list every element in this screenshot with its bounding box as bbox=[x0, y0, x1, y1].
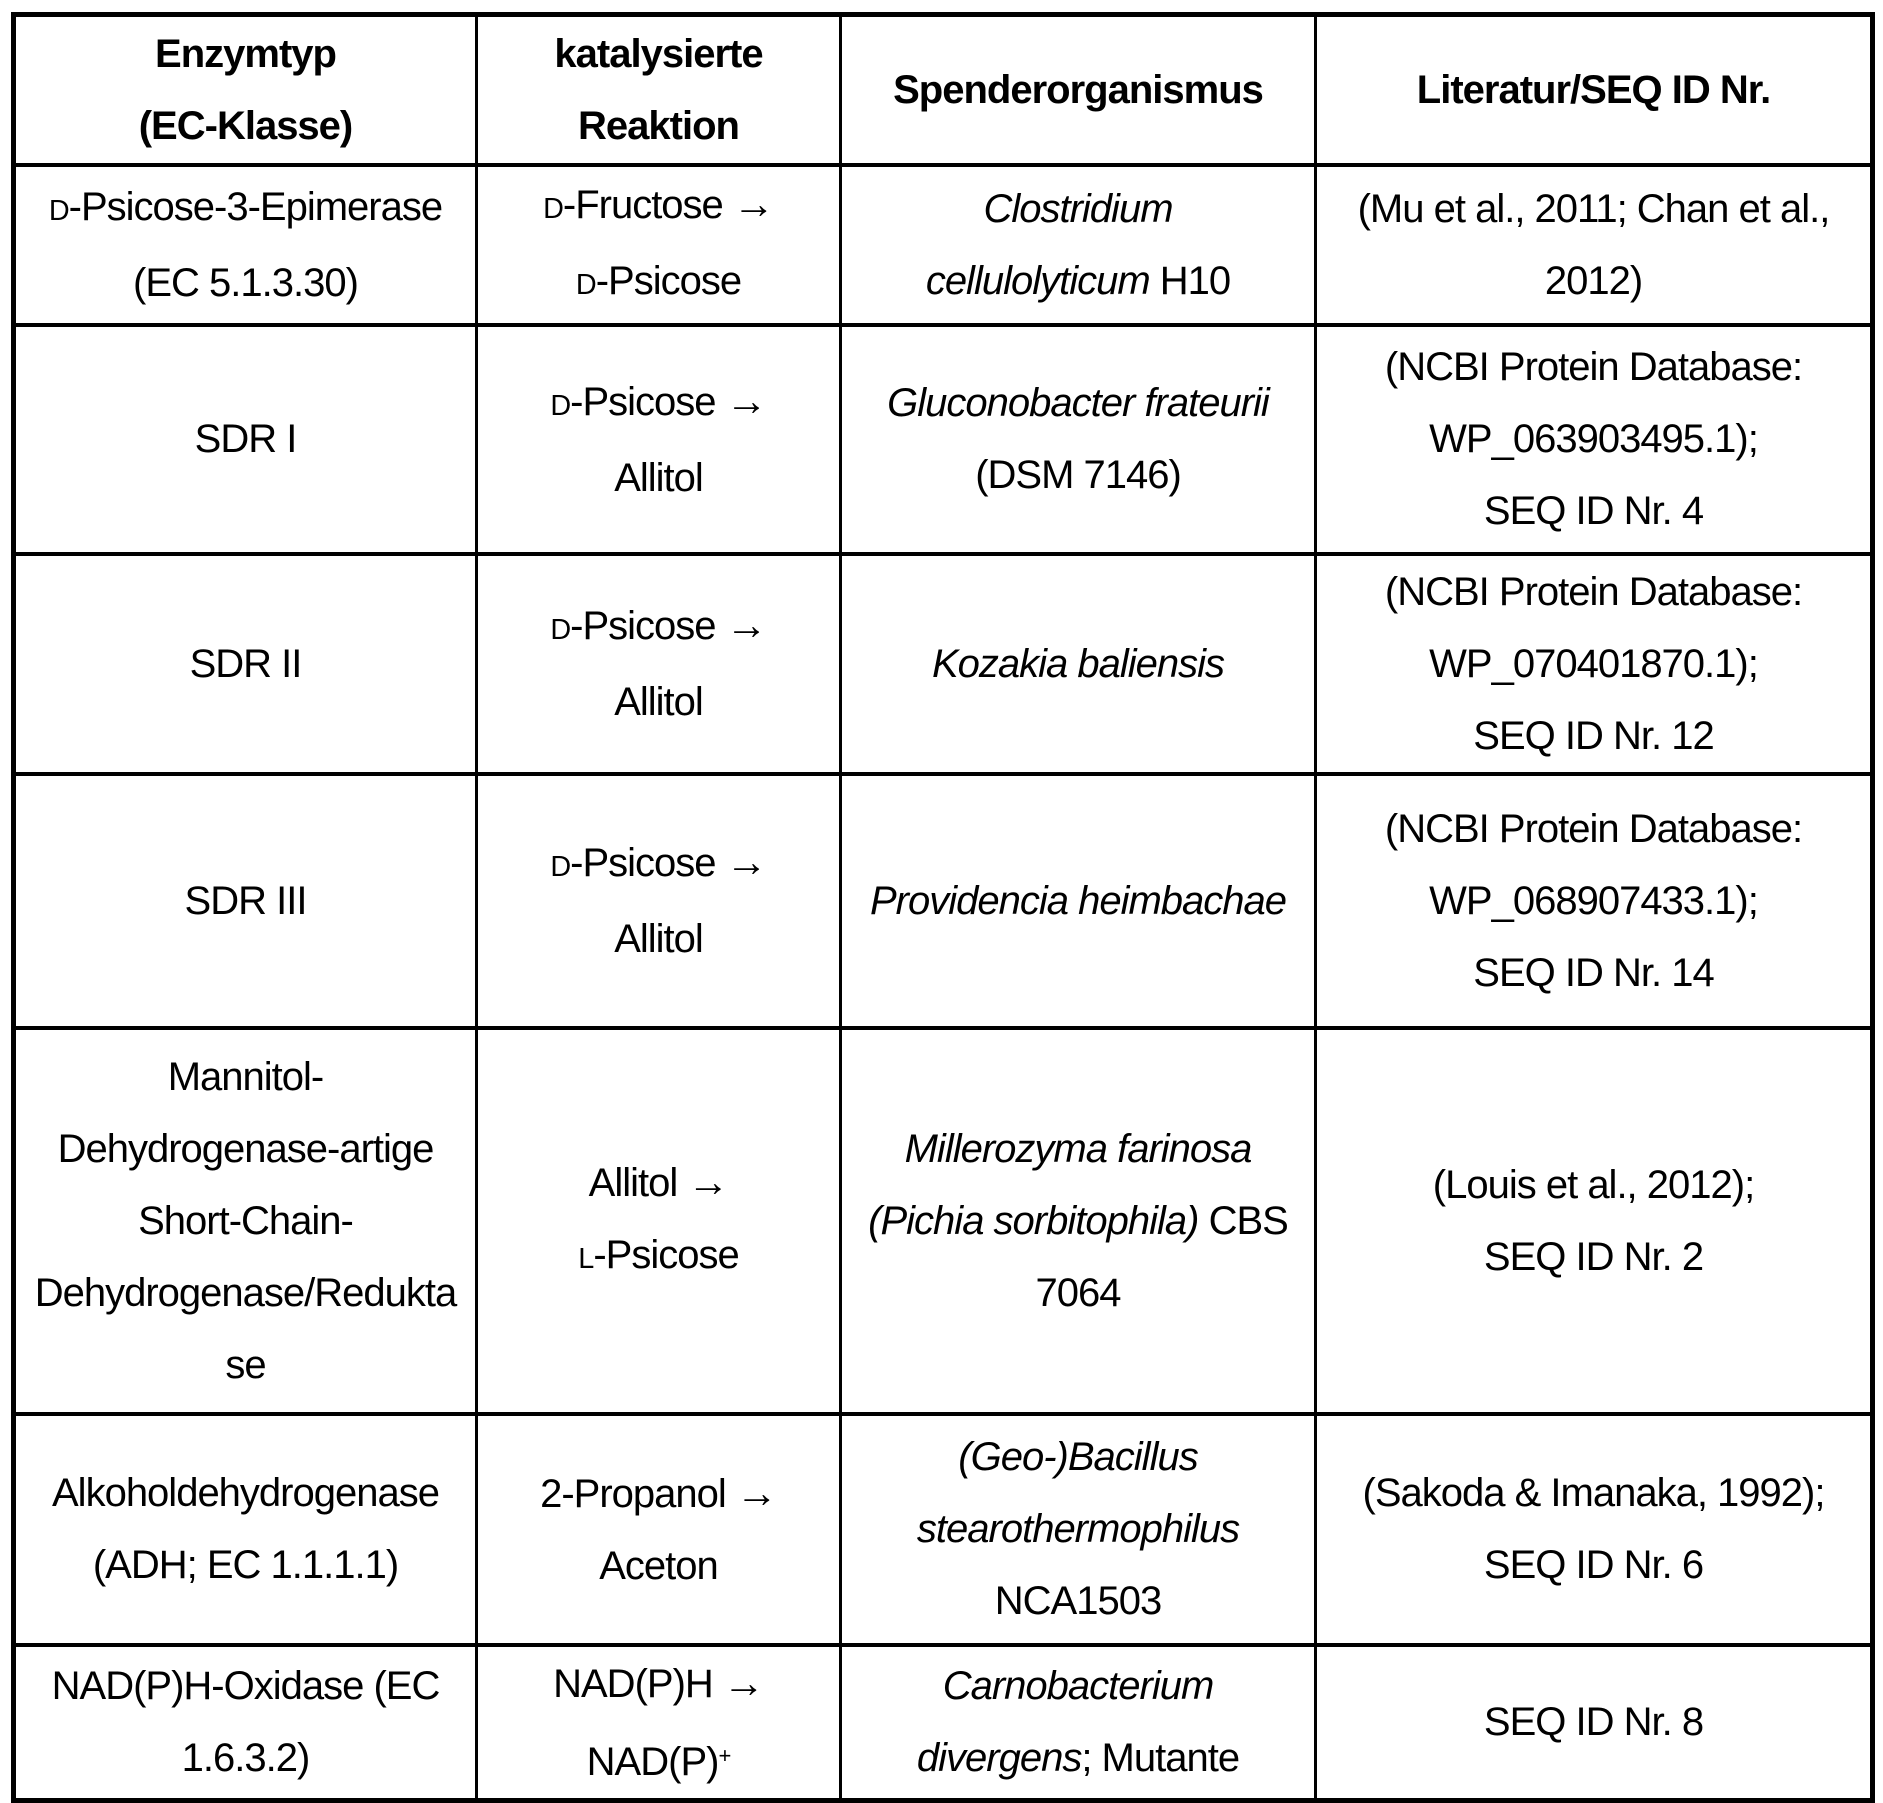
cell-line: Carnobacterium bbox=[942, 1664, 1214, 1709]
cell-1-enzymtyp bbox=[14, 325, 477, 554]
cell-6-organismus bbox=[841, 1645, 1316, 1801]
table-header bbox=[14, 15, 1873, 165]
cell-2-reaktion bbox=[477, 554, 841, 774]
cell-line: Allitol bbox=[614, 917, 703, 961]
table-row bbox=[14, 1414, 1873, 1645]
right-arrow-glyph: → bbox=[725, 601, 767, 648]
table-row bbox=[14, 774, 1873, 1028]
cell-line: divergens; Mutante bbox=[916, 1736, 1240, 1781]
cell-1-literatur bbox=[1316, 325, 1873, 554]
column-header-enzymtyp bbox=[14, 15, 477, 165]
cell-line: NCA1503 bbox=[994, 1579, 1162, 1623]
cell-5-enzymtyp bbox=[14, 1414, 477, 1645]
cell-line: SDR I bbox=[194, 417, 297, 461]
right-arrow-glyph: → bbox=[725, 376, 767, 424]
table-row bbox=[14, 1645, 1873, 1801]
cell-5-organismus bbox=[841, 1414, 1316, 1645]
cell-line: (Pichia sorbitophila) CBS bbox=[868, 1198, 1288, 1243]
cell-line: D-Psicose bbox=[575, 259, 742, 303]
cell-line: Literatur/SEQ ID Nr. bbox=[1416, 67, 1771, 112]
cell-5-literatur bbox=[1316, 1414, 1873, 1645]
cell-line: WP_068907433.1); bbox=[1429, 878, 1758, 923]
cell-line: Alkoholdehydrogenase bbox=[52, 1471, 439, 1515]
cell-line: D-Psicose → bbox=[550, 838, 767, 885]
right-arrow-glyph: → bbox=[725, 838, 767, 885]
cell-1-organismus bbox=[841, 325, 1316, 554]
cell-line: stearothermophilus bbox=[916, 1507, 1240, 1551]
cell-line: Allitol bbox=[614, 455, 703, 500]
cell-4-organismus bbox=[841, 1028, 1316, 1414]
cell-3-reaktion bbox=[477, 774, 841, 1028]
cell-line: Clostridium bbox=[983, 186, 1173, 231]
cell-line: katalysierte bbox=[554, 31, 763, 76]
cell-6-literatur bbox=[1316, 1645, 1873, 1801]
cell-1-reaktion bbox=[477, 325, 841, 554]
cell-line: Spenderorganismus bbox=[893, 67, 1263, 112]
cell-line: (Mu et al., 2011; Chan et al., bbox=[1357, 186, 1830, 231]
cell-line: se bbox=[225, 1342, 266, 1387]
cell-line: (EC-Klasse) bbox=[138, 103, 353, 148]
cell-line: SDR III bbox=[184, 878, 307, 923]
cell-0-enzymtyp bbox=[14, 165, 477, 325]
cell-line: D-Fructose → bbox=[543, 180, 774, 227]
cell-2-enzymtyp bbox=[14, 554, 477, 774]
cell-line: 2012) bbox=[1544, 258, 1643, 303]
cell-2-organismus bbox=[841, 554, 1316, 774]
cell-line: Mannitol- bbox=[167, 1054, 324, 1099]
cell-line: 7064 bbox=[1035, 1270, 1121, 1315]
table-row bbox=[14, 1028, 1873, 1414]
cell-line: WP_070401870.1); bbox=[1429, 641, 1758, 686]
cell-line: Allitol bbox=[614, 680, 703, 724]
cell-line: SEQ ID Nr. 4 bbox=[1483, 489, 1704, 533]
cell-line: Dehydrogenase-artige bbox=[57, 1126, 434, 1171]
cell-line: Short-Chain- bbox=[138, 1198, 353, 1243]
cell-line: SEQ ID Nr. 6 bbox=[1483, 1543, 1704, 1587]
cell-line: NAD(P)H → bbox=[553, 1658, 764, 1706]
cell-line: Millerozyma farinosa bbox=[904, 1126, 1252, 1171]
cell-line: (DSM 7146) bbox=[975, 453, 1181, 497]
cell-5-reaktion bbox=[477, 1414, 841, 1645]
right-arrow-glyph: → bbox=[735, 1468, 777, 1516]
cell-line: Reaktion bbox=[578, 103, 739, 148]
enzyme-table bbox=[11, 12, 1875, 1803]
cell-line: SEQ ID Nr. 12 bbox=[1473, 713, 1714, 758]
cell-line: SDR II bbox=[189, 641, 302, 686]
cell-line: Enzymtyp bbox=[155, 31, 336, 76]
cell-0-reaktion bbox=[477, 165, 841, 325]
cell-line: NAD(P)+ bbox=[586, 1739, 731, 1784]
column-header-literatur bbox=[1316, 15, 1873, 165]
cell-line: 1.6.3.2) bbox=[181, 1736, 310, 1781]
column-header-reaktion bbox=[477, 15, 841, 165]
cell-line: Dehydrogenase/Redukta bbox=[34, 1270, 457, 1315]
cell-3-enzymtyp bbox=[14, 774, 477, 1028]
cell-line: (EC 5.1.3.30) bbox=[133, 260, 358, 305]
cell-3-literatur bbox=[1316, 774, 1873, 1028]
cell-4-literatur bbox=[1316, 1028, 1873, 1414]
column-header-organismus bbox=[841, 15, 1316, 165]
cell-4-enzymtyp bbox=[14, 1028, 477, 1414]
cell-line: (Louis et al., 2012); bbox=[1432, 1162, 1755, 1207]
cell-line: Providencia heimbachae bbox=[869, 878, 1287, 923]
cell-line: (Sakoda & Imanaka, 1992); bbox=[1362, 1471, 1825, 1515]
cell-line: NAD(P)H-Oxidase (EC bbox=[51, 1664, 440, 1709]
cell-line: WP_063903495.1); bbox=[1429, 417, 1758, 461]
right-arrow-glyph: → bbox=[722, 1658, 764, 1706]
cell-line: D-Psicose-3-Epimerase bbox=[48, 184, 443, 229]
header-row bbox=[14, 15, 1873, 165]
cell-line: Allitol → bbox=[588, 1158, 729, 1205]
cell-line: (NCBI Protein Database: bbox=[1384, 569, 1803, 614]
cell-line: (NCBI Protein Database: bbox=[1384, 345, 1803, 389]
table-row bbox=[14, 165, 1873, 325]
cell-4-reaktion bbox=[477, 1028, 841, 1414]
cell-line: (NCBI Protein Database: bbox=[1384, 806, 1803, 851]
cell-line: SEQ ID Nr. 8 bbox=[1483, 1700, 1704, 1745]
cell-line: (Geo-)Bacillus bbox=[958, 1435, 1198, 1479]
right-arrow-glyph: → bbox=[732, 180, 774, 227]
cell-0-organismus bbox=[841, 165, 1316, 325]
table-body bbox=[14, 165, 1873, 1801]
cell-6-enzymtyp bbox=[14, 1645, 477, 1801]
cell-line: D-Psicose → bbox=[550, 601, 767, 648]
right-arrow-glyph: → bbox=[687, 1158, 729, 1205]
cell-line: Gluconobacter frateurii bbox=[887, 381, 1269, 425]
cell-line: SEQ ID Nr. 2 bbox=[1483, 1234, 1704, 1279]
table-row bbox=[14, 325, 1873, 554]
cell-line: L-Psicose bbox=[578, 1233, 739, 1277]
cell-line: SEQ ID Nr. 14 bbox=[1473, 950, 1714, 995]
cell-line: Aceton bbox=[599, 1543, 718, 1588]
cell-line: Kozakia baliensis bbox=[931, 641, 1225, 686]
cell-2-literatur bbox=[1316, 554, 1873, 774]
cell-0-literatur bbox=[1316, 165, 1873, 325]
cell-line: D-Psicose → bbox=[550, 376, 767, 424]
cell-3-organismus bbox=[841, 774, 1316, 1028]
cell-line: cellulolyticum H10 bbox=[925, 258, 1231, 303]
cell-6-reaktion bbox=[477, 1645, 841, 1801]
table-row bbox=[14, 554, 1873, 774]
cell-line: (ADH; EC 1.1.1.1) bbox=[92, 1543, 399, 1587]
cell-line: 2-Propanol → bbox=[540, 1468, 777, 1516]
